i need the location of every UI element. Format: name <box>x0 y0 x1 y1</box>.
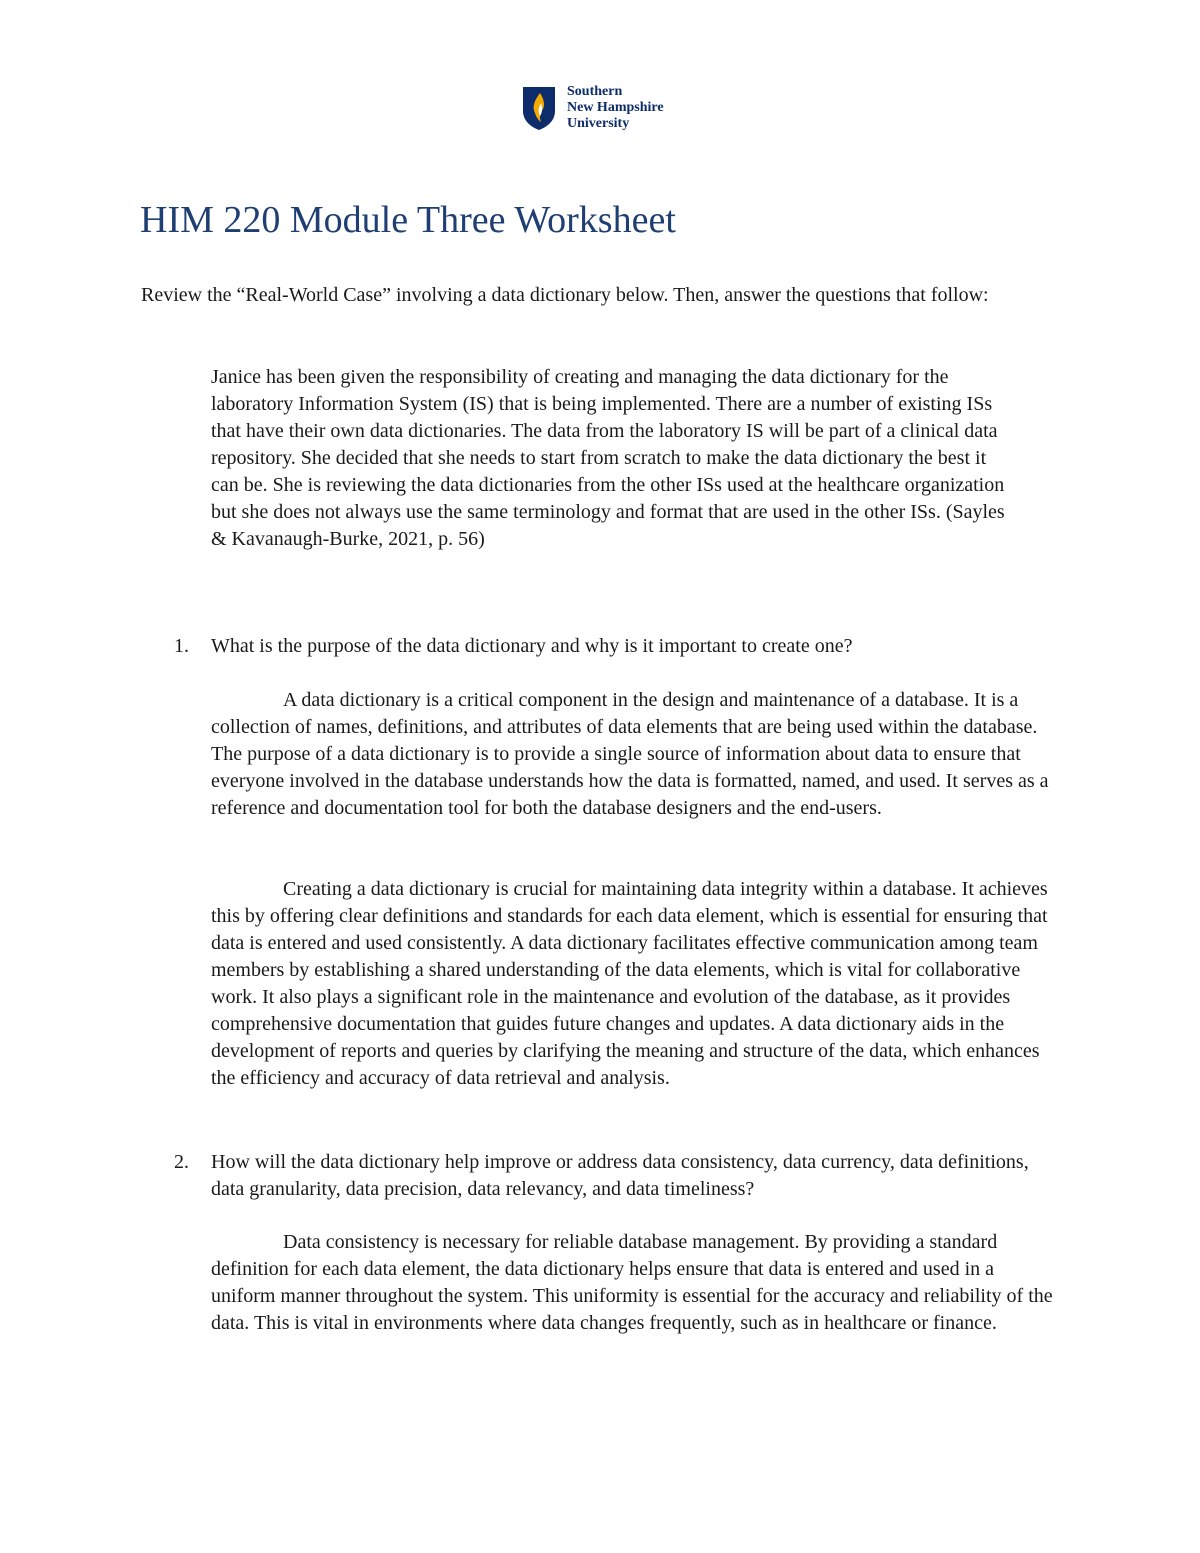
page-title: HIM 220 Module Three Worksheet <box>140 199 676 241</box>
question-1 <box>174 633 1074 660</box>
answer-paragraph: A data dictionary is a critical component in the design and maintenance of a database. It is a collection of names, definitions, and attributes of data elements that are being used within the database. The purpose of a data dictionary is to provide a single source of information about data to ensure that everyone involved in the database understands how the data is formatted, named, and used. It serves as a reference and documentation tool for both the database designers and the end-users. <box>211 689 1049 819</box>
answer-paragraph: Data consistency is necessary for reliable database management. By providing a standard definition for each data element, the data dictionary helps ensure that data is entered and used in a uniform manner throughout the system. This uniformity is essential for the accuracy and reliability of the data. This is vital in environments where data changes frequently, such as in healthcare or finance. <box>211 1231 1053 1334</box>
logo-line-1: Southern <box>567 84 623 99</box>
question-number: 1. <box>174 635 189 657</box>
question-text: What is the purpose of the data dictionary and why is it important to create one? <box>211 635 853 657</box>
logo-wordmark <box>567 84 664 132</box>
logo-line-2: New Hampshire <box>567 100 664 115</box>
question-text: How will the data dictionary help improve or address data consistency, data currency, data definitions, data granularity, data precision, data relevancy, and data timeliness? <box>211 1151 1029 1200</box>
question-number: 2. <box>174 1151 189 1173</box>
intro-paragraph: Review the “Real-World Case” involving a data dictionary below. Then, answer the questions that follow: <box>141 284 989 306</box>
logo-line-3: University <box>567 116 630 131</box>
university-logo <box>521 84 664 132</box>
answer-paragraph: Creating a data dictionary is crucial for maintaining data integrity within a database. It achieves this by offering clear definitions and standards for each data element, which is essential for ensuring that data is entered and used consistently. A data dictionary facilitates effective communication among team members by establishing a shared understanding of the data elements, which is vital for collaborative work. It also plays a significant role in the maintenance and evolution of the database, as it provides comprehensive documentation that guides future changes and updates. A data dictionary aids in the development of reports and queries by clarifying the meaning and structure of the data, which enhances the efficiency and accuracy of data retrieval and analysis. <box>211 878 1048 1089</box>
case-quote: Janice has been given the responsibility of creating and managing the data dictionary for the laboratory Information System (IS) that is being implemented. There are a number of existing ISs that have their own data dictionaries. The data from the laboratory IS will be part of a clinical data repository. She decided that she needs to start from scratch to make the data dictionary the best it can be. She is reviewing the data dictionaries from the other ISs used at the healthcare organization but she does not always use the same terminology and format that are used in the other ISs. (Sayles & Kavanaugh-Burke, 2021, p. 56) <box>211 366 1005 550</box>
shield-flame-icon <box>521 85 557 131</box>
question-2 <box>174 1149 1074 1203</box>
